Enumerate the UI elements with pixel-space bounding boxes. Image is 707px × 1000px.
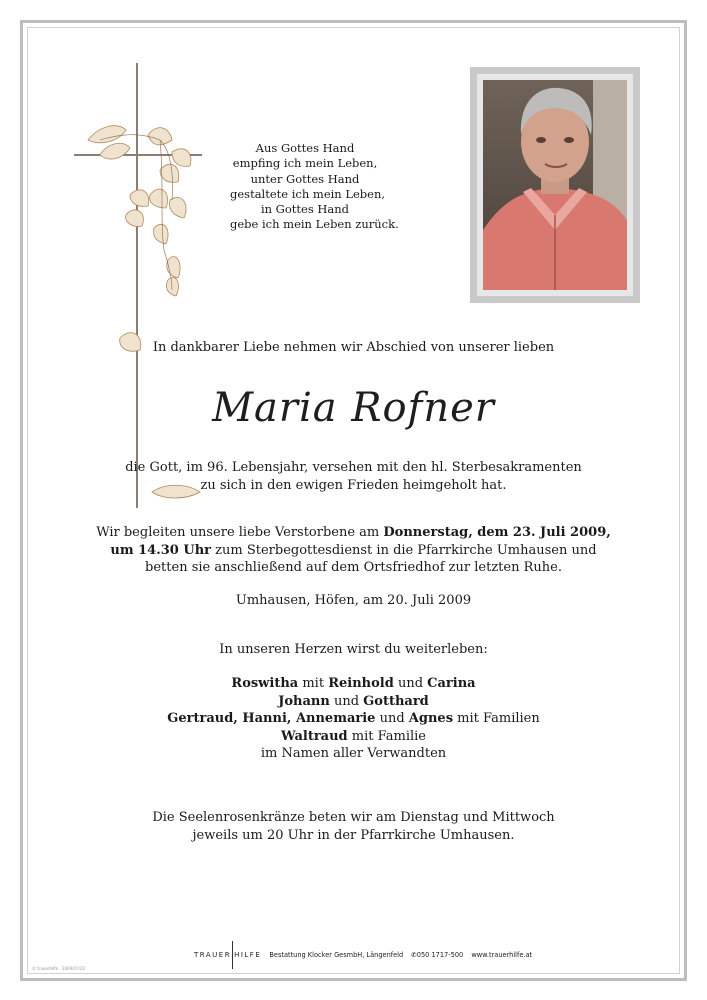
funeral-date: Donnerstag, dem 23. Juli 2009, — [383, 525, 611, 540]
leaf — [130, 190, 149, 207]
footer — [194, 941, 533, 959]
family-row: Roswitha mit Reinhold und Carina — [231, 676, 476, 691]
leaf — [170, 197, 187, 218]
portrait-frame — [470, 67, 640, 303]
funeral-time: um 14.30 Uhr — [110, 542, 212, 558]
family-row: Johann und Gotthard — [278, 693, 429, 709]
leaf — [166, 277, 178, 296]
death-line: die Gott, im 96. Lebensjahr, versehen mit den hl. Sterbesakramenten — [125, 460, 582, 475]
footer-company: Bestattung Klocker GesmbH, Längenfeld — [269, 951, 404, 959]
place-date: Umhausen, Höfen, am 20. Juli 2009 — [235, 593, 472, 608]
leaf — [154, 224, 169, 244]
leaf — [88, 126, 126, 143]
poem — [230, 141, 399, 233]
intro-text: In dankbarer Liebe nehmen wir Abschied von unserer lieben — [152, 340, 555, 355]
poem-line: gebe ich mein Leben zurück. — [230, 217, 399, 232]
death-line: zu sich in den ewigen Frieden heimgeholt hat. — [200, 477, 507, 493]
funeral-line: betten sie anschließend auf dem Ortsfriedhof zur letzten Ruhe. — [145, 560, 562, 575]
poem-line: Aus Gottes Hand — [255, 141, 355, 155]
leaf — [160, 164, 179, 182]
poem-line: unter Gottes Hand — [250, 171, 360, 186]
death-notice — [60, 459, 647, 494]
poem-line: empfing ich mein Leben, — [232, 156, 378, 171]
funeral-line: um 14.30 Uhr zum Sterbegottesdienst in die Pfarrkirche Umhausen und — [110, 542, 597, 558]
family-row: Waltraud mit Familie — [280, 728, 426, 744]
family-row: Gertraud, Hanni, Annemarie und Agnes mit Familien — [167, 711, 540, 726]
falling-leaves-decoration — [60, 100, 220, 520]
family-list — [60, 675, 647, 763]
rosary-info — [60, 809, 647, 844]
poem-line: gestaltete ich mein Leben, — [230, 186, 386, 201]
brand-logo-divider — [232, 941, 233, 969]
funeral-line: Wir begleiten unsere liebe Verstorbene am Donnerstag, dem 23. Juli 2009, — [96, 525, 611, 540]
funeral-info — [60, 524, 647, 577]
deceased-name: Maria Rofner — [212, 385, 495, 431]
brand-logo-left: TRAUER — [194, 951, 232, 959]
copyright-note: © trauerhilfe · 2009/07/20 — [32, 966, 86, 971]
leaf — [100, 143, 130, 159]
portrait-photo — [483, 80, 627, 290]
leaf — [150, 189, 168, 208]
rosary-line: Die Seelenrosenkränze beten wir am Dienstag und Mittwoch — [152, 810, 555, 825]
leaf — [172, 149, 191, 167]
brand-logo-right: HILFE — [234, 951, 262, 959]
rosary-line: jeweils um 20 Uhr in der Pfarrkirche Umhausen. — [192, 827, 515, 843]
family-row: im Namen aller Verwandten — [260, 746, 447, 761]
hearts-line: In unseren Herzen wirst du weiterleben: — [219, 642, 488, 657]
footer-website[interactable]: www.trauerhilfe.at — [471, 951, 533, 959]
leaf — [126, 210, 144, 227]
poem-line: in Gottes Hand — [260, 202, 350, 217]
footer-phone: ✆050 1717-500 — [411, 951, 464, 959]
